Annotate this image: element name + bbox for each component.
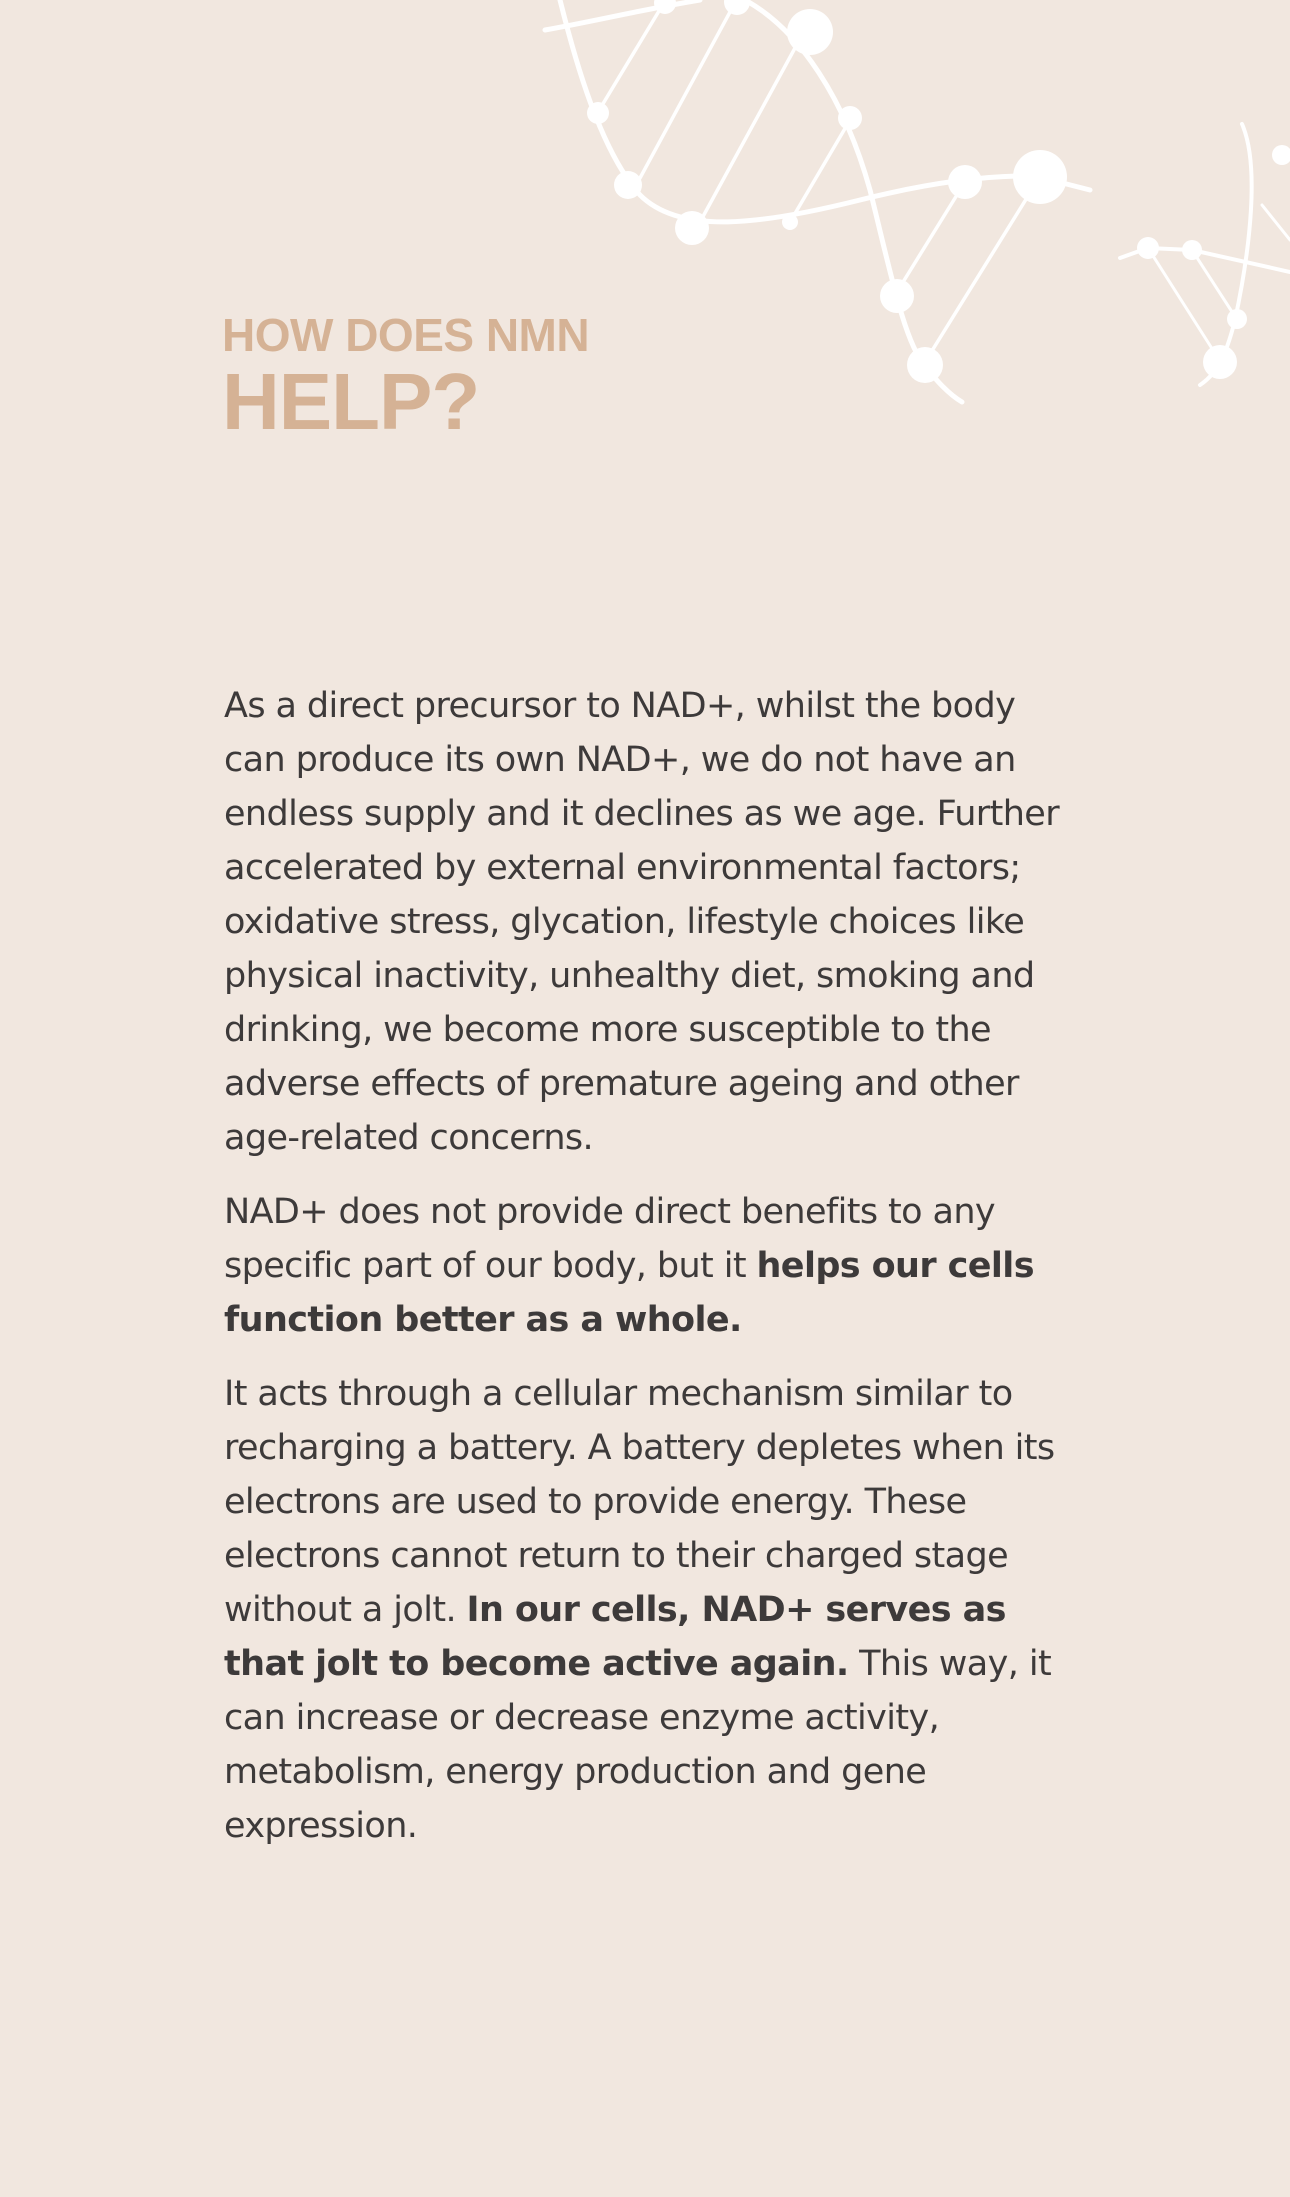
dna-helix-icon [0,0,1290,420]
heading-line-2: HELP? [222,357,480,446]
paragraph-3-bold: In our cells, NAD+ serves as that jolt to become active again. [224,1590,1006,1684]
paragraph-2-bold: helps our cells function better as a whole. [224,1246,1034,1340]
paragraph-2 [224,1185,1080,1347]
paragraph-3 [224,1367,1080,1853]
heading-line-1: HOW DOES NMN [222,309,590,361]
paragraph-3-text-a: It acts through a cellular mechanism similar to recharging a battery. A battery depletes when its electrons are used to provide energy. These electrons cannot return to their charged stage without a jolt. [224,1374,1055,1630]
paragraph-3-text-b: This way, it can increase or decrease enzyme activity, metabolism, energy production and gene expression. [224,1644,1052,1846]
body-text [224,679,1080,1873]
paragraph-1: As a direct precursor to NAD+, whilst the body can produce its own NAD+, we do not have an endless supply and it declines as we age. Further accelerated by external environmental factors; oxidative stress, glycation, lifestyle choices like physical inactivity, unhealthy diet, smoking and drinking, we become more susceptible to the adverse effects of premature ageing and other age-related concerns. [224,686,1060,1158]
paragraph-2-text: NAD+ does not provide direct benefits to any specific part of our body, but it [224,1192,996,1286]
page-heading [222,308,590,446]
